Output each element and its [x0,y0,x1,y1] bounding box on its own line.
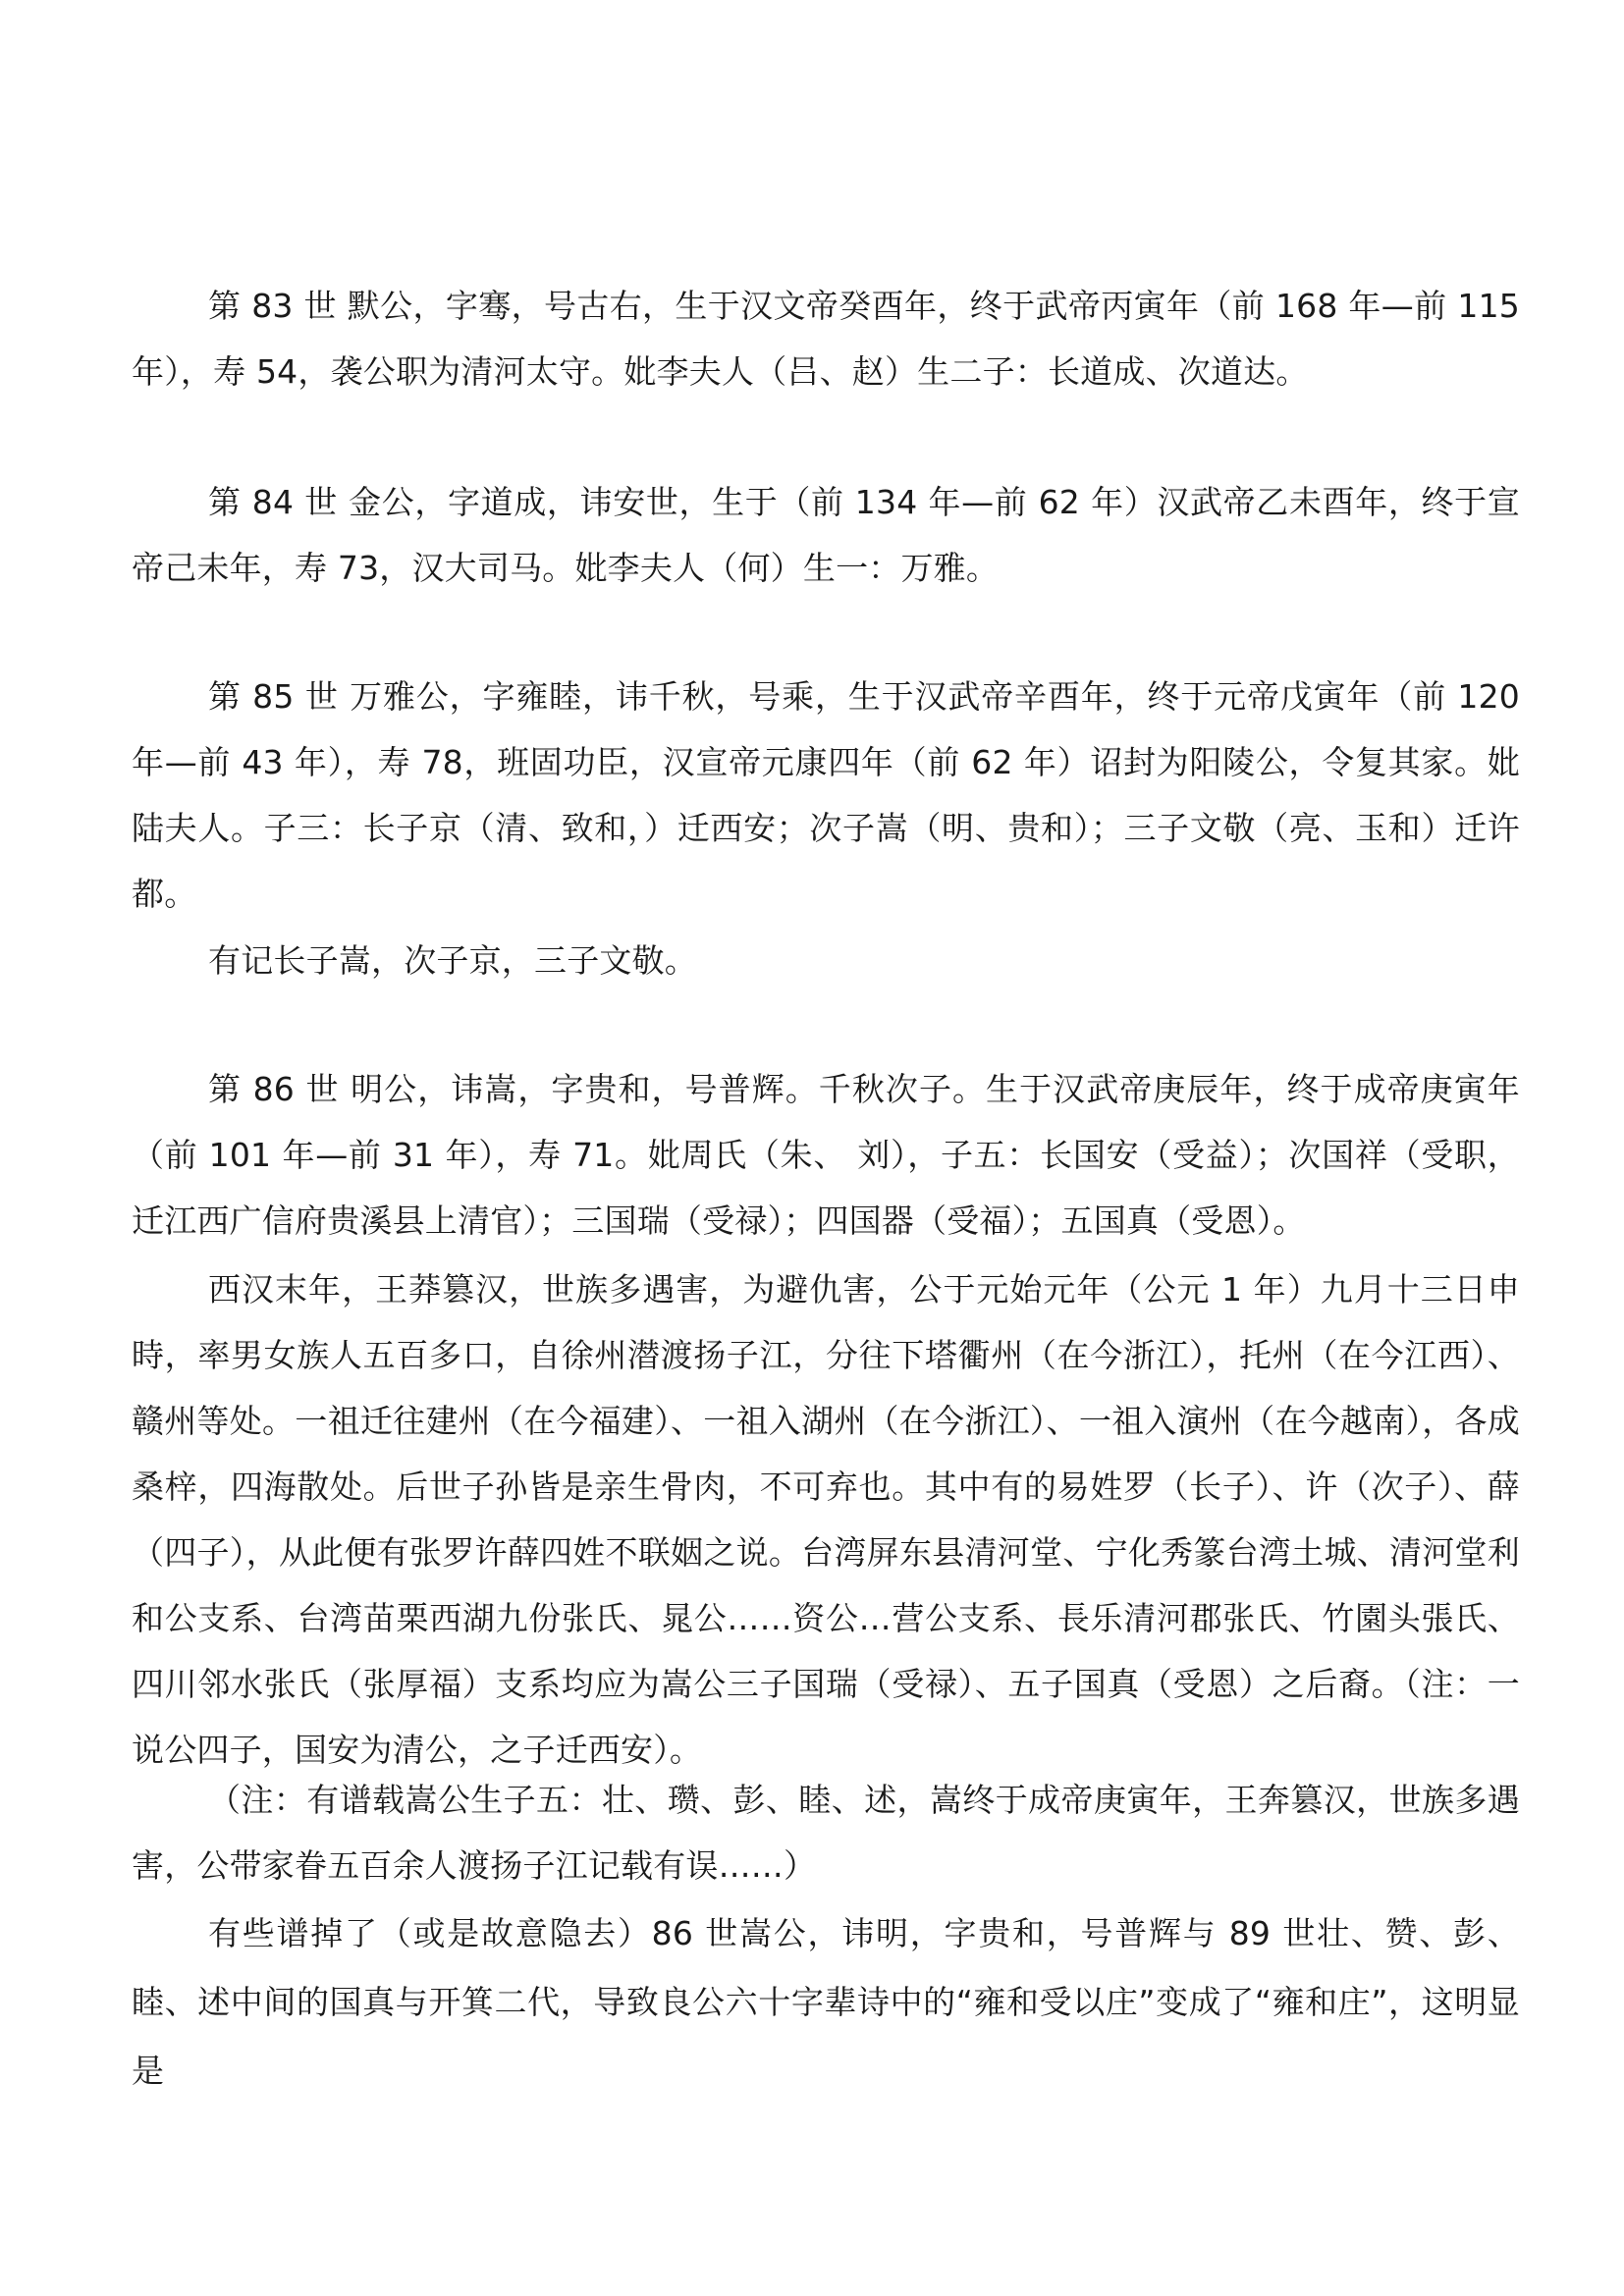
paragraph-western-han-migration: 西汉末年，王莽篡汉，世族多遇害，为避仇害，公于元始元年（公元 1 年）九月十三日申時，率男女族人五百多口，自徐州潜渡扬子江，分往下塔衢州（在今浙江），托州（在今江西）、赣州等处。一祖迁往建州（在今福建）、一祖入湖州（在今浙江）、一祖入演州（在今越南），各成桑梓，四海散处。后世子孙皆是亲生骨肉，不可弃也。其中有的易姓罗（长子）、许（次子）、薛（四子），从此便有张罗许薛四姓不联姻之说。台湾屏东县清河堂、宁化秀篆台湾土城、清河堂利和公支系、台湾苗栗西湖九份张氏、晁公……资公…营公支系、長乐清河郡张氏、竹園头張氏、四川邻水张氏（张厚福）支系均应为嵩公三子国瑞（受禄）、五子国真（受恩）之后裔。（注：一说公四子，国安为清公，之子迁西安）。 [132,1270,1520,1769]
paragraph-generation-86: 第 86 世 明公，讳嵩，字贵和，号普辉。千秋次子。生于汉武帝庚辰年，终于成帝庚寅年（前 101 年—前 31 年），寿 71。妣周氏（朱、 刘），子五：长国安（受益）；次国祥（受职，迁江西广信府贵溪县上清官）；三国瑞（受禄）；四国器（受福）；五国真（受恩）。 [132,1070,1520,1240]
paragraph-missing-generations: 有些谱掉了（或是故意隐去）86 世嵩公，讳明，字贵和，号普辉与 89 世壮、赞、彭、睦、述中间的国真与开箕二代，导致良公六十字辈诗中的“雍和受以庄”变成了“雍和庄”，这明显是 [132,1914,1520,2090]
paragraph-alternate-record: 有记长子嵩，次子京，三子文敬。 [208,941,697,980]
paragraph-generation-85: 第 85 世 万雅公，字雍睦，讳千秋，号乘，生于汉武帝辛酉年，终于元帝戊寅年（前 120 年—前 43 年），寿 78，班固功臣，汉宣帝元康四年（前 62 年）诏封为阳陵公，令复其家。妣陆夫人。子三：长子京（清、致和，）迁西安；次子嵩（明、贵和）；三子文敬（亮、玉和）迁许都。 [132,677,1520,913]
paragraph-note: （注：有谱载嵩公生子五：壮、瓒、彭、睦、述，嵩终于成帝庚寅年，王奔篡汉，世族多遇害，公带家眷五百余人渡扬子江记载有误……） [132,1781,1520,1885]
paragraph-generation-83: 第 83 世 默公，字骞，号古右，生于汉文帝癸酉年，终于武帝丙寅年（前 168 年—前 115 年），寿 54，袭公职为清河太守。妣李夫人（吕、赵）生二子：长道成、次道达。 [132,287,1520,391]
paragraph-generation-84: 第 84 世 金公，字道成，讳安世，生于（前 134 年—前 62 年）汉武帝乙未酉年，终于宣帝己未年，寿 73，汉大司马。妣李夫人（何）生一：万雅。 [132,483,1520,587]
